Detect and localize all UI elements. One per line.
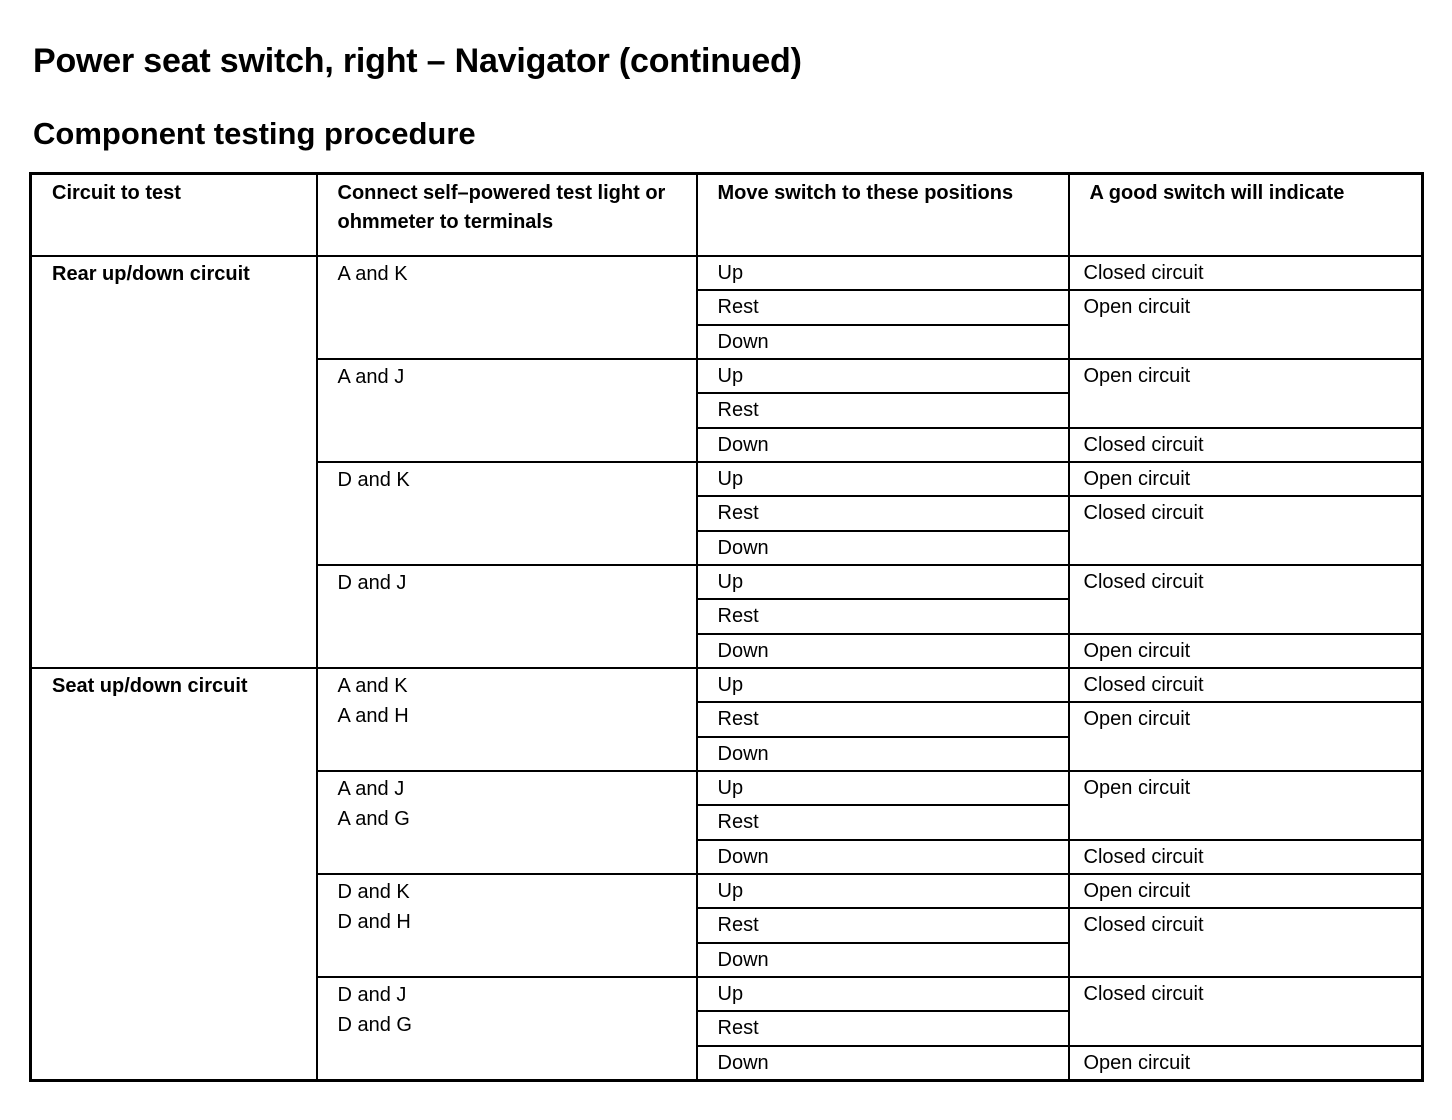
indication-cell: Open circuit xyxy=(1069,1046,1423,1081)
terminal-pair: A and G xyxy=(337,807,410,830)
terminal-pair: D and K xyxy=(337,468,410,491)
terminal-pair: A and H xyxy=(337,704,409,727)
section-subtitle: Component testing procedure xyxy=(33,116,476,151)
switch-position: Up xyxy=(697,977,1069,1011)
switch-position: Rest xyxy=(697,908,1069,942)
switch-position: Up xyxy=(697,668,1069,702)
terminal-pair: D and G xyxy=(337,1013,412,1036)
terminal-cell xyxy=(317,668,697,771)
terminal-cell xyxy=(317,977,697,1081)
indication-cell: Closed circuit xyxy=(1069,840,1423,874)
table-header-row xyxy=(31,174,1423,257)
switch-position: Down xyxy=(697,634,1069,668)
table-row xyxy=(31,256,1423,290)
indication-cell: Closed circuit xyxy=(1069,908,1423,977)
indication-cell: Open circuit xyxy=(1069,702,1423,771)
page-title: Power seat switch, right – Navigator (continued) xyxy=(33,42,802,80)
switch-position: Rest xyxy=(697,1011,1069,1045)
switch-position: Down xyxy=(697,943,1069,977)
terminal-cell xyxy=(317,565,697,668)
indication-cell: Open circuit xyxy=(1069,771,1423,840)
circuit-name: Seat up/down circuit xyxy=(31,668,317,1081)
circuit-name: Rear up/down circuit xyxy=(31,256,317,668)
terminal-pair: D and J xyxy=(337,983,407,1006)
terminal-cell xyxy=(317,359,697,462)
indication-cell: Closed circuit xyxy=(1069,565,1423,634)
indication-cell: Open circuit xyxy=(1069,634,1423,668)
switch-position: Rest xyxy=(697,393,1069,427)
indication-cell: Closed circuit xyxy=(1069,496,1423,565)
switch-position: Down xyxy=(697,428,1069,462)
indication-cell: Closed circuit xyxy=(1069,668,1423,702)
switch-position: Up xyxy=(697,256,1069,290)
header-positions: Move switch to these positions xyxy=(697,174,1069,257)
terminal-cell xyxy=(317,256,697,359)
terminal-pair: D and K xyxy=(337,880,410,903)
switch-position: Up xyxy=(697,462,1069,496)
switch-position: Down xyxy=(697,531,1069,565)
header-indication: A good switch will indicate xyxy=(1069,174,1423,257)
switch-position: Rest xyxy=(697,290,1069,324)
switch-position: Down xyxy=(697,325,1069,359)
header-terminals: Connect self–powered test light or ohmmeter to terminals xyxy=(317,174,697,257)
switch-position: Rest xyxy=(697,496,1069,530)
terminal-pair: A and K xyxy=(337,263,408,285)
switch-position: Rest xyxy=(697,599,1069,633)
switch-position: Down xyxy=(697,1046,1069,1081)
indication-cell: Closed circuit xyxy=(1069,428,1423,462)
indication-cell: Open circuit xyxy=(1069,874,1423,908)
switch-position: Rest xyxy=(697,702,1069,736)
terminal-pair: A and J xyxy=(337,365,405,388)
switch-position: Down xyxy=(697,840,1069,874)
terminal-pair: D and J xyxy=(337,571,407,594)
terminal-cell xyxy=(317,874,697,977)
terminal-cell xyxy=(317,462,697,565)
indication-cell: Open circuit xyxy=(1069,290,1423,359)
terminal-pair: D and H xyxy=(337,910,411,933)
indication-cell: Closed circuit xyxy=(1069,977,1423,1046)
switch-position: Rest xyxy=(697,805,1069,839)
switch-position: Up xyxy=(697,771,1069,805)
table-row xyxy=(31,668,1423,702)
indication-cell: Open circuit xyxy=(1069,359,1423,428)
switch-position: Down xyxy=(697,737,1069,771)
switch-position: Up xyxy=(697,359,1069,393)
header-circuit: Circuit to test xyxy=(31,174,317,257)
switch-position: Up xyxy=(697,874,1069,908)
table-body xyxy=(31,256,1423,1081)
component-testing-table xyxy=(29,172,1424,1082)
indication-cell: Open circuit xyxy=(1069,462,1423,496)
terminal-pair: A and J xyxy=(337,777,405,800)
terminal-pair: A and K xyxy=(337,674,408,697)
switch-position: Up xyxy=(697,565,1069,599)
indication-cell: Closed circuit xyxy=(1069,256,1423,290)
terminal-cell xyxy=(317,771,697,874)
